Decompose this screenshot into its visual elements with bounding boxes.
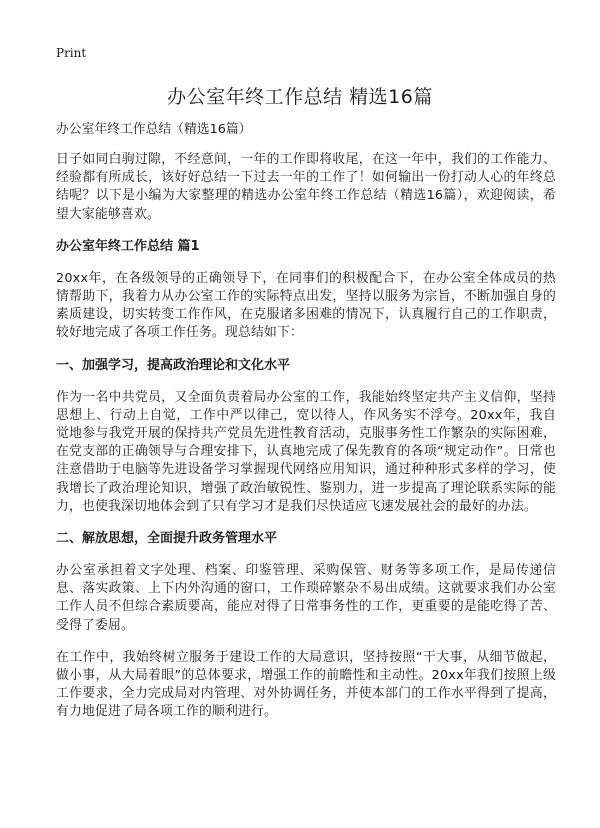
section-1-paragraph: 作为一名中共党员，又全面负责着局办公室的工作，我能始终坚定共产主义信仰，坚持思想上、行动上自觉，工作中严以律己，宽以待人，作风务实不浮夸。20xx年，我自觉地参与我党开展的保持共产党员先进性教育活动，克服事务性工作繁杂的实际困难，在党支部的正确领导与合理安排下，认真地完成了保先教育的各项“规定动作”。日常也注意借助于电脑等先进设备学习掌握现代网络应用知识，通过种种形式多样的学习，使我增长了政治理论知识，增强了政治敏锐性、鉴别力，进一步提高了理论联系实际的能力，也使我深切地体会到了只有学习才是我们尽快适应飞速发展社会的最好的办法。 [56,389,556,514]
intro-paragraph: 日子如同白驹过隙，不经意间，一年的工作即将收尾，在这一年中，我们的工作能力、经验都有所成长，该好好总结一下过去一年的工作了！如何输出一份打动人心的年终总结呢？以下是小编为大家整理的精选办公室年终工作总结（精选16篇），欢迎阅读，希望大家能够喜欢。 [56,152,556,222]
section-2-heading: 二、解放思想，全面提升政务管理水平 [56,531,278,547]
document-subtitle: 办公室年终工作总结（精选16篇） [56,122,252,137]
document-title: 办公室年终工作总结 精选16篇 [167,86,433,108]
print-label: Print [56,46,87,60]
article-heading: 办公室年终工作总结 篇1 [56,238,200,254]
section-1-heading: 一、加强学习，提高政治理论和文化水平 [56,357,291,373]
article-intro-paragraph: 20xx年，在各级领导的正确领导下，在同事们的积极配合下，在办公室全体成员的热情帮助下，我着力从办公室工作的实际特点出发，坚持以服务为宗旨，不断加强自身的素质建设，切实转变工作作风，在克服诸多困难的情况下，认真履行自己的工作职责，较好地完成了各项工作任务。现总结如下： [56,270,556,341]
section-2-paragraph-1: 办公室承担着文字处理、档案、印鉴管理、采购保管、财务等多项工作，是局传递信息、落实政策、上下内外沟通的窗口，工作琐碎繁杂不易出成绩。这就要求我们办公室工作人员不但综合素质要高，能应对得了日常事务性的工作，更重要的是能吃得了苦、受得了委屈。 [56,563,556,633]
document-body [56,121,556,736]
section-2-paragraph-2: 在工作中，我始终树立服务于建设工作的大局意识，坚持按照“干大事，从细节做起，做小事，从大局着眼”的总体要求，增强工作的前瞻性和主动性。20xx年我们按照上级工作要求，全力完成局对内管理、对外协调任务，并使本部门的工作水平得到了提高，有力地促进了局各项工作的顺利进行。 [56,649,556,720]
